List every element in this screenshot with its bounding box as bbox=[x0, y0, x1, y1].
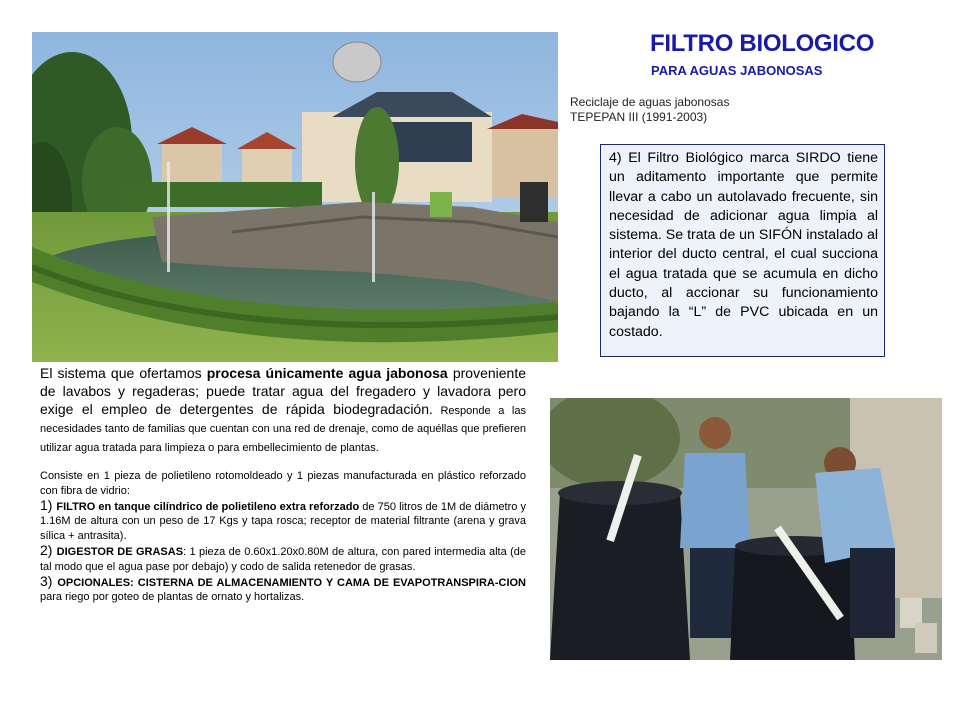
recycle-caption: Reciclaje de aguas jabonosas bbox=[570, 95, 730, 109]
intro-needs: Responde a las necesidades tanto de familias que cuentan con una red de drenaje, como de aquéllas que prefieren utilizar agua tratada para limpieza o para embellecimiento de plantas. bbox=[40, 405, 526, 454]
page-title: FILTRO BIOLOGICO bbox=[650, 30, 875, 57]
component-2-number: 2) bbox=[40, 542, 57, 559]
component-2 bbox=[40, 543, 526, 574]
component-1 bbox=[40, 498, 526, 543]
component-1-desc: de 750 litros de 1M de diámetro y 1.16M de altura con un peso de 17 Kgs y tapa rosca; receptor de material filtrante (arena y grava sílica + antrasita). bbox=[40, 501, 526, 542]
components-paragraph: Consiste en 1 pieza de polietileno rotomoldeado y 1 piezas manufacturada en plástico reforzado con fibra de vidrio: bbox=[40, 470, 526, 497]
recycle-period: TEPEPAN III (1991-2003) bbox=[570, 110, 708, 124]
component-3-number: 3) bbox=[40, 573, 58, 590]
component-3-name: OPCIONALES: CISTERNA DE ALMACENAMIENTO Y CAMA DE EVAPOTRANSPIRA-CION bbox=[57, 577, 527, 590]
system-description bbox=[40, 364, 526, 605]
component-1-name: FILTRO en tanque cilíndrico de polietileno extra reforzado bbox=[56, 501, 360, 514]
fountain-photo bbox=[32, 32, 558, 362]
siphon-info-box: 4) El Filtro Biológico marca SIRDO tiene un aditamento importante que permite llevar a cabo un autolavado frecuente, sin necesidad de adicionar agua limpia al sistema. Se trata de un SIFÓN instalado al interior del ducto central, el cual succiona el agua tratada que se acumula en dicho ducto, al accionar su funcionamiento bajando la “L” de PVC ubicada en un costado. bbox=[600, 144, 885, 357]
siphon-demonstration-photo bbox=[550, 398, 942, 660]
component-2-desc: : 1 pieza de 0.60x1.20x0.80M de altura, con pared intermedia alta (de tal modo que el agua pase por debajo) y codo de salida retenedor de grasas. bbox=[40, 546, 526, 573]
page-subtitle: PARA AGUAS JABONOSAS bbox=[651, 63, 823, 78]
component-2-name: DIGESTOR DE GRASAS bbox=[56, 546, 184, 559]
intro-paragraph bbox=[40, 364, 526, 455]
intro-text-cont: proveniente de lavabos y regaderas; puede tratar agua del fregadero y lavadora pero exige el empleo de detergentes de rápida biodegradación. bbox=[40, 365, 526, 417]
component-3 bbox=[40, 574, 526, 605]
component-3-desc: para riego por goteo de plantas de ornato y hortalizas. bbox=[40, 591, 305, 604]
intro-text: El sistema que ofertamos bbox=[40, 365, 207, 381]
component-1-number: 1) bbox=[40, 497, 57, 514]
intro-highlight: procesa únicamente agua jabonosa bbox=[206, 365, 448, 381]
